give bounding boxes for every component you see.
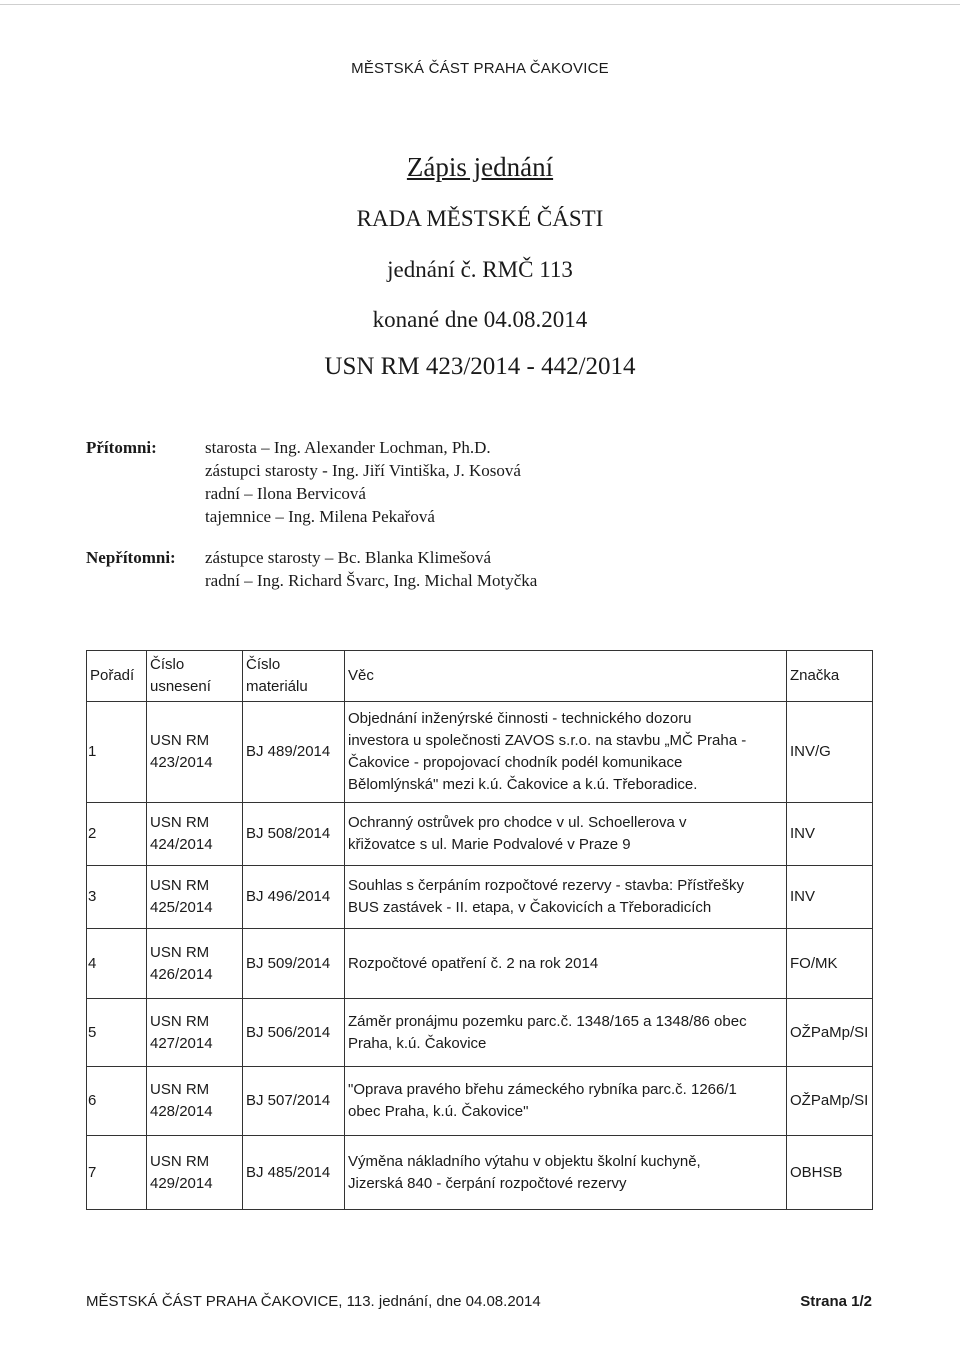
absent-label: Nepřítomni: <box>86 548 176 567</box>
resolution-prefix: USN RM <box>150 814 210 831</box>
cell-resolution <box>147 803 243 866</box>
cell-material: BJ 506/2014 <box>243 999 345 1067</box>
subject-line: křižovatce s ul. Marie Podvalové v Praze 9 <box>348 836 631 853</box>
subject-line: Objednání inženýrské činnosti - technického dozoru <box>348 710 692 727</box>
cell-material: BJ 509/2014 <box>243 929 345 999</box>
header-resolution-no <box>147 651 243 702</box>
cell-subject <box>345 929 787 999</box>
subject-line: obec Praha, k.ú. Čakovice" <box>348 1103 529 1120</box>
present-member: radní – Ilona Bervicová <box>205 484 366 503</box>
cell-mark: OŽPaMp/SI <box>787 999 873 1067</box>
cell-resolution <box>147 1136 243 1210</box>
header-mark: Značka <box>787 651 873 702</box>
cell-subject <box>345 803 787 866</box>
cell-resolution <box>147 999 243 1067</box>
resolution-number: 427/2014 <box>150 1034 213 1052</box>
cell-order: 2 <box>87 803 147 866</box>
subject-line: Praha, k.ú. Čakovice <box>348 1034 487 1052</box>
letterhead: MĚSTSKÁ ČÁST PRAHA ČAKOVICE <box>351 60 609 77</box>
table-row <box>87 1067 873 1136</box>
resolution-prefix: USN RM <box>150 732 210 749</box>
cell-material: BJ 507/2014 <box>243 1067 345 1136</box>
cell-order: 4 <box>87 929 147 999</box>
cell-mark: FO/MK <box>787 929 873 999</box>
resolution-prefix: USN RM <box>150 1012 210 1030</box>
meeting-date: konané dne 04.08.2014 <box>372 307 588 332</box>
cell-subject <box>345 999 787 1067</box>
cell-mark: OBHSB <box>787 1136 873 1210</box>
council-name: RADA MĚSTSKÉ ČÁSTI <box>356 206 604 231</box>
cell-subject <box>345 1136 787 1210</box>
cell-material: BJ 485/2014 <box>243 1136 345 1210</box>
subject-line: Čakovice - propojovací chodník podél komunikace <box>348 754 683 771</box>
resolution-number: 425/2014 <box>150 899 213 916</box>
cell-mark: OŽPaMp/SI <box>787 1067 873 1136</box>
resolution-number: 429/2014 <box>150 1174 213 1192</box>
resolution-number: 424/2014 <box>150 836 213 853</box>
cell-order: 3 <box>87 866 147 929</box>
table-row <box>87 999 873 1067</box>
table-header-row <box>87 651 873 702</box>
resolution-prefix: USN RM <box>150 1081 210 1098</box>
cell-subject <box>345 702 787 803</box>
header-material-no-line1: Číslo <box>246 656 281 673</box>
resolution-range: USN RM 423/2014 - 442/2014 <box>324 353 636 380</box>
header-material-no-line2: materiálu <box>246 678 308 695</box>
subject-line: "Oprava pravého břehu zámeckého rybníka parc.č. 1266/1 <box>348 1081 737 1098</box>
present-member: starosta – Ing. Alexander Lochman, Ph.D. <box>205 438 491 457</box>
present-label: Přítomni: <box>86 438 157 457</box>
cell-mark: INV <box>787 866 873 929</box>
resolution-number: 423/2014 <box>150 754 213 771</box>
cell-material: BJ 496/2014 <box>243 866 345 929</box>
table-row <box>87 866 873 929</box>
cell-order: 5 <box>87 999 147 1067</box>
subject-line: Bělomlýnská" mezi k.ú. Čakovice a k.ú. Třeboradice. <box>348 776 698 793</box>
cell-resolution <box>147 866 243 929</box>
header-resolution-no-line1: Číslo <box>150 656 185 673</box>
subject-line: Záměr pronájmu pozemku parc.č. 1348/165 a 1348/86 obec <box>348 1012 747 1030</box>
subject-line: BUS zastávek - II. etapa, v Čakovicích a Třeboradicích <box>348 899 712 916</box>
subject-line: Souhlas s čerpáním rozpočtové rezervy - stavba: Přístřešky <box>348 877 744 894</box>
subject-line: Rozpočtové opatření č. 2 na rok 2014 <box>348 954 599 972</box>
cell-material: BJ 508/2014 <box>243 803 345 866</box>
cell-mark: INV <box>787 803 873 866</box>
header-subject: Věc <box>345 651 787 702</box>
present-list <box>205 436 521 528</box>
header-order: Pořadí <box>87 651 147 702</box>
footer-meeting-info: MĚSTSKÁ ČÁST PRAHA ČAKOVICE, 113. jednání, dne 04.08.2014 <box>86 1293 541 1310</box>
header-resolution-no-line2: usnesení <box>150 678 211 695</box>
cell-resolution <box>147 929 243 999</box>
meeting-number: jednání č. RMČ 113 <box>387 257 573 282</box>
table-row <box>87 702 873 803</box>
absent-list <box>205 546 537 592</box>
cell-order: 1 <box>87 702 147 803</box>
present-member: zástupci starosty - Ing. Jiří Vintiška, J. Kosová <box>205 461 521 480</box>
cell-order: 7 <box>87 1136 147 1210</box>
table-row <box>87 929 873 999</box>
subject-line: Výměna nákladního výtahu v objektu školní kuchyně, <box>348 1152 701 1170</box>
footer-page-number: Strana 1/2 <box>800 1293 872 1310</box>
cell-resolution <box>147 702 243 803</box>
resolution-number: 426/2014 <box>150 965 213 983</box>
top-rule <box>0 4 960 5</box>
absent-member: radní – Ing. Richard Švarc, Ing. Michal Motyčka <box>205 571 538 590</box>
table-row <box>87 803 873 866</box>
page-footer <box>86 1293 872 1313</box>
agenda-table <box>86 650 873 1210</box>
resolution-prefix: USN RM <box>150 1152 210 1170</box>
absent-member: zástupce starosty – Bc. Blanka Klimešová <box>205 548 492 567</box>
cell-mark: INV/G <box>787 702 873 803</box>
subject-line: investora u společnosti ZAVOS s.r.o. na stavbu „MČ Praha - <box>348 732 747 749</box>
cell-resolution <box>147 1067 243 1136</box>
resolution-prefix: USN RM <box>150 943 210 961</box>
present-member: tajemnice – Ing. Milena Pekařová <box>205 507 435 526</box>
cell-subject <box>345 1067 787 1136</box>
document-title: Zápis jednání <box>406 152 554 182</box>
cell-material: BJ 489/2014 <box>243 702 345 803</box>
header-material-no <box>243 651 345 702</box>
resolution-prefix: USN RM <box>150 877 210 894</box>
cell-order: 6 <box>87 1067 147 1136</box>
table-row <box>87 1136 873 1210</box>
cell-subject <box>345 866 787 929</box>
subject-line: Jizerská 840 - čerpání rozpočtové rezervy <box>348 1174 627 1192</box>
resolution-number: 428/2014 <box>150 1103 213 1120</box>
subject-line: Ochranný ostrůvek pro chodce v ul. Schoellerova v <box>348 814 687 831</box>
